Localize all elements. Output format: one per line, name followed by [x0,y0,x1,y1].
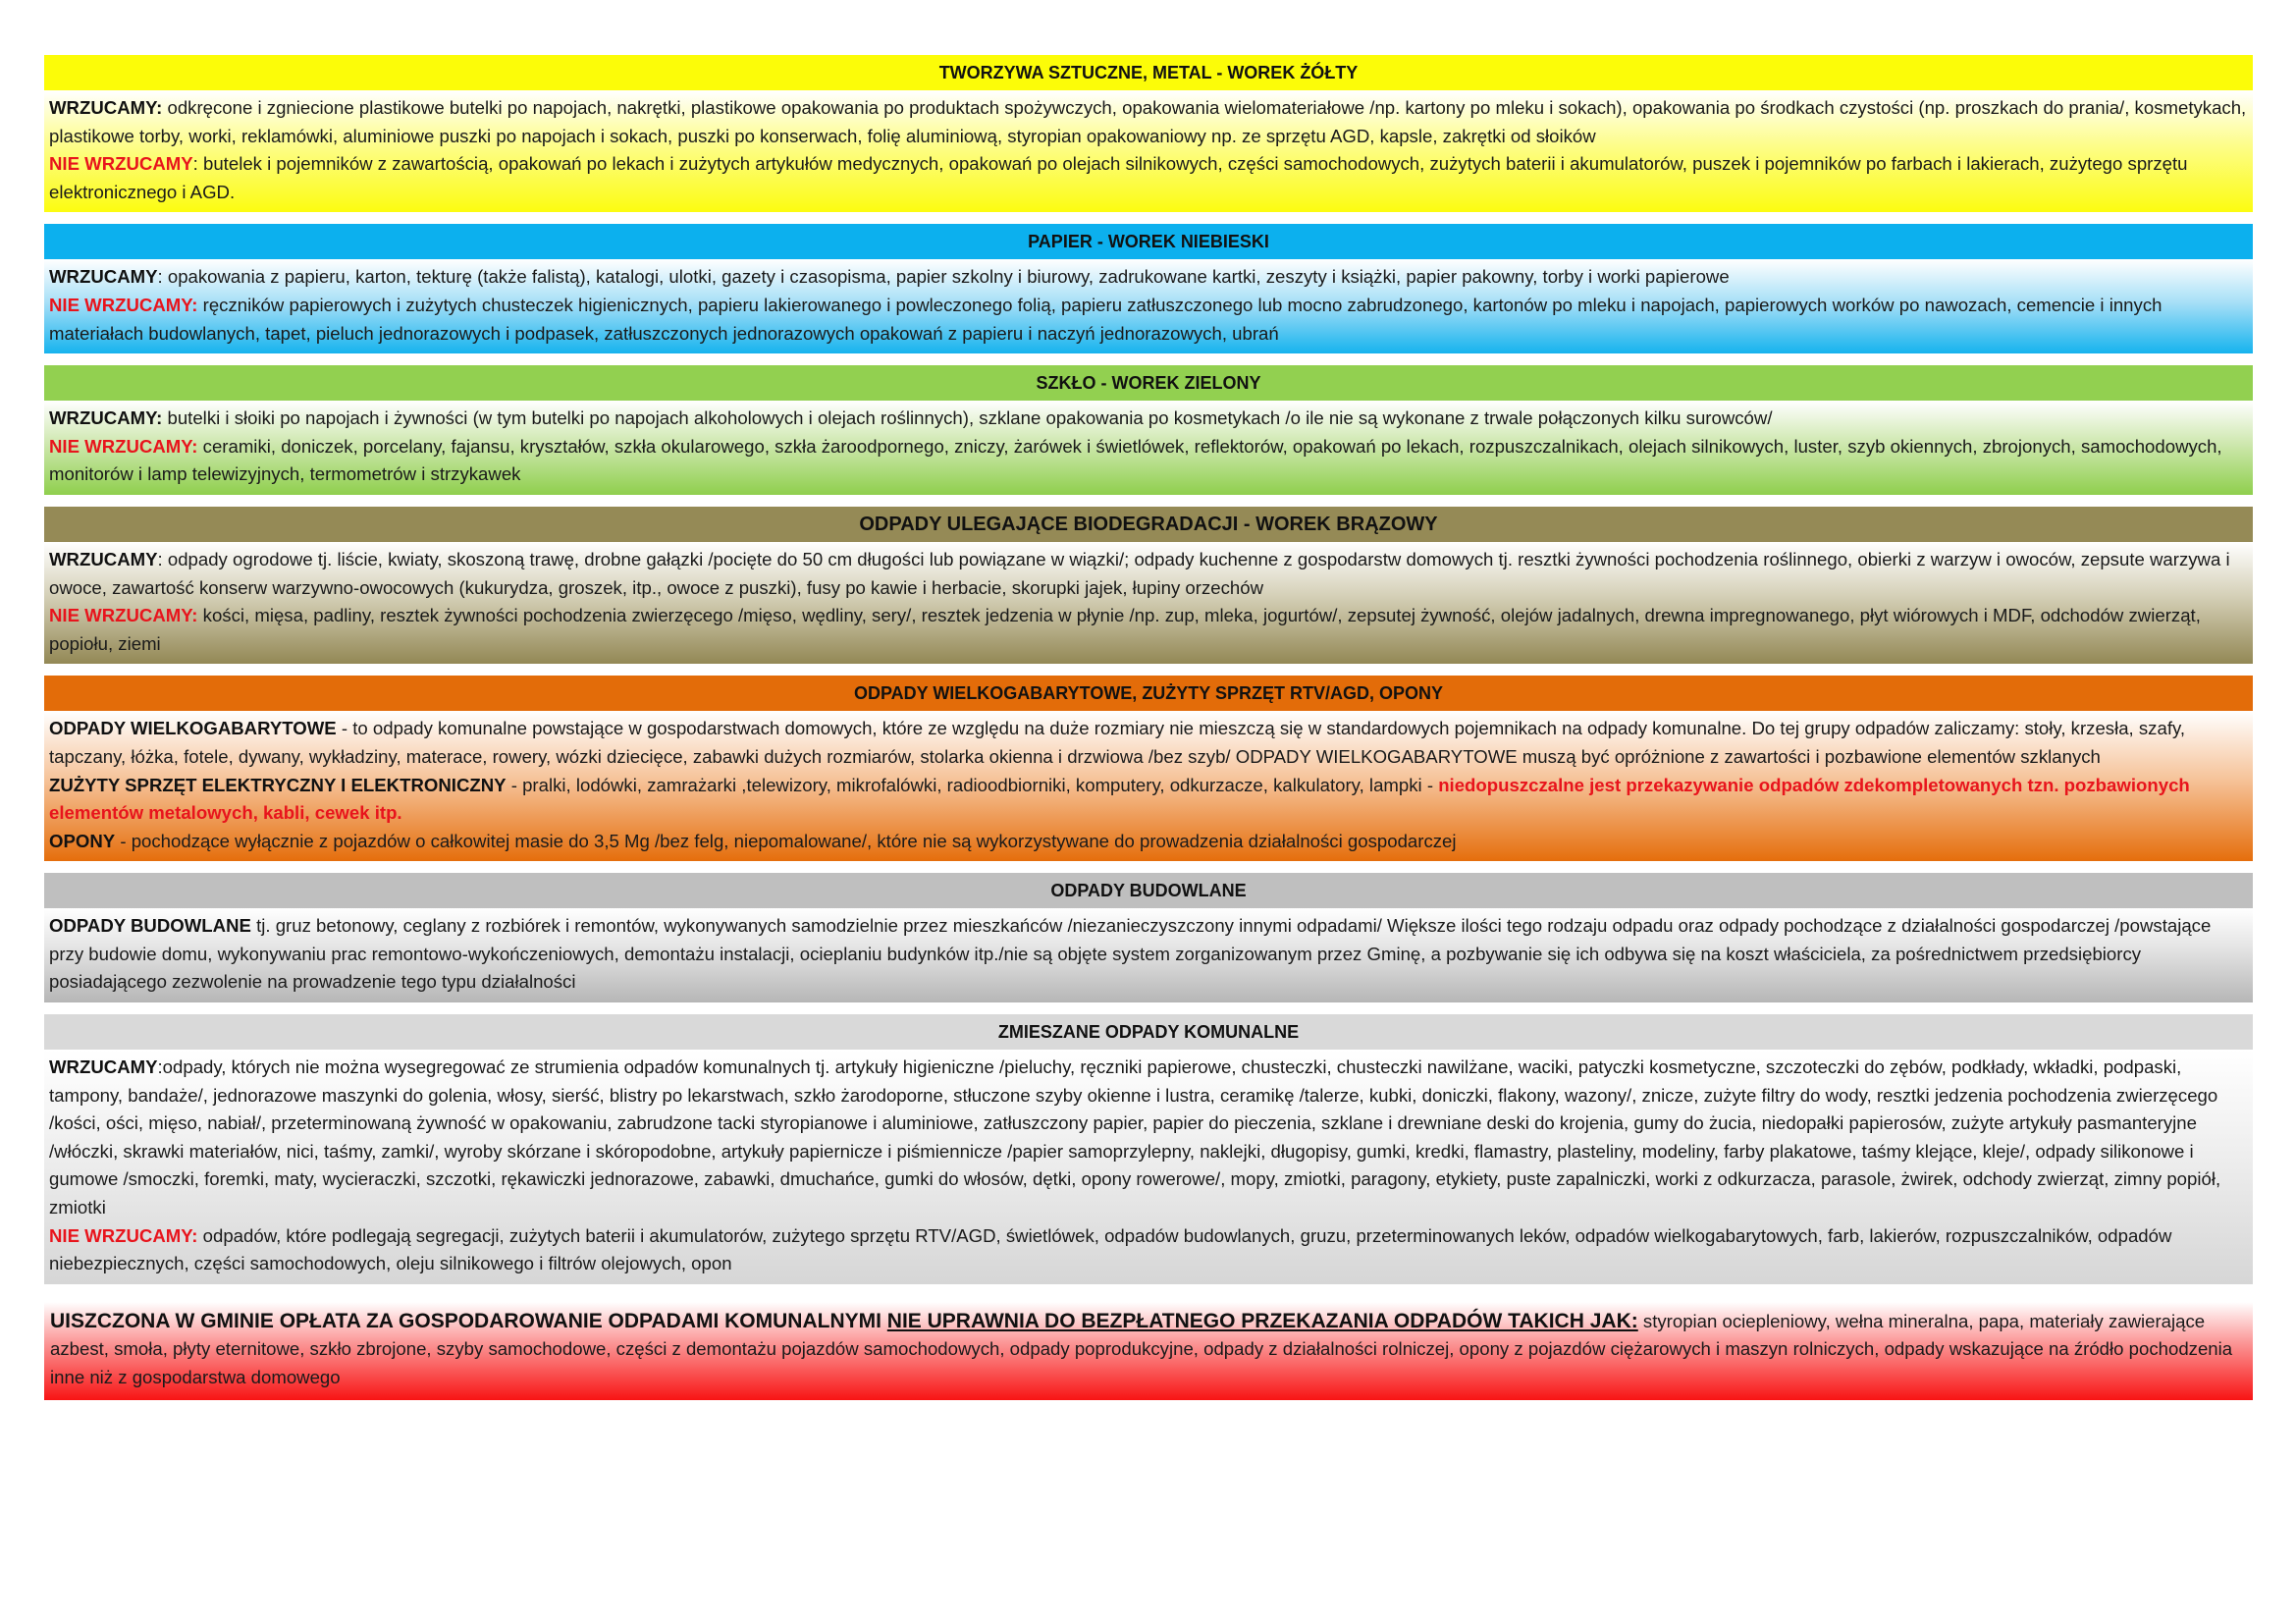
section-header: TWORZYWA SZTUCZNE, METAL - WOREK ŻÓŁTY [44,55,2253,90]
rejected-text: kości, mięsa, padliny, resztek żywności pochodzenia zwierzęcego /mięso, wędliny, sery/, resztek jedzenia w płynie /np. zup, mleka, jogurtów/, zepsutej żywność, olejów jadalnych, drewna impregnowanego, płyt wiórowych i MDF, odchodów zwierząt, popiołu, ziemi [49,605,2201,654]
accepted-label: WRZUCAMY [49,1056,158,1078]
section-body [44,711,2253,861]
section-body [44,259,2253,353]
fee-notice [44,1302,2253,1400]
section-header: ODPADY BUDOWLANE [44,873,2253,908]
tyres-label: OPONY [49,830,116,851]
accepted-paragraph [49,405,2248,433]
rejected-text: ręczników papierowych i zużytych chusteczek higienicznych, papieru lakierowanego i powleczonego folią, papieru zatłuszczonego lub mocno zabrudzonego, kartonów po mleku i napojach, papierowych worków po nawozach, cemencie i innych materiałach budowlanych, tapet, pieluch jednorazowych i podpasek, zatłuszczonych jednorazowych opakowań z papieru i naczyń jednorazowych, ubrań [49,294,2163,344]
section-header: SZKŁO - WOREK ZIELONY [44,365,2253,401]
accepted-paragraph [49,94,2248,150]
construction-text: tj. gruz betonowy, ceglany z rozbiórek i remontów, wykonywanych samodzielnie przez mieszkańców /niezanieczyszczony innymi odpadami/ Większe ilości tego rodzaju odpadu oraz odpady pochodzące z działalności gospodarczej /powstające przy budowie domu, wykonywaniu prac remontowo-wykończeniowych, demontażu instalacji, ocieplaniu budynków itp./nie są objęte system zorganizowanym przez Gminę, a pozbywanie się ich odbywa się na koszt właściciela, za pośrednictwem przedsiębiorcy posiadającego zezwolenie na prowadzenie tego typu działalności [49,915,2212,993]
accepted-text: :odpady, których nie można wysegregować ze strumienia odpadów komunalnych tj. artykuły higieniczne /pieluchy, ręczniki papierowe, chusteczki, chusteczki nawilżane, waciki, patyczki kosmetyczne, szczoteczki do zębów, podkłady, wkładki, podpaski, tampony, bandaże/, jednorazowe maszynki do golenia, włosy, sierść, blistry po lekarstwach, szkło żarodoporne, stłuczone szyby okienne i lustra, ceramikę /talerze, kubki, doniczki, flakony, wazony/, znicze, zużyte filtry do wody, resztki jedzenia pochodzenia zwierzęcego /kości, ości, mięso, nabiał/, przeterminowaną żywność w opakowaniu, zabrudzone tacki styropianowe i aluminiowe, zatłuszczony papier, papier do pieczenia, szklane i drewniane deski do krojenia, gumy do żucia, niedopałki papierosów, zużyte artykuły pasmanteryjne /włóczki, skrawki materiałów, nici, taśmy, zamki/, wyroby skórzane i skóropodobne, artykuły papiernicze i piśmiennicze /papier samoprzylepny, naklejki, długopisy, gumki, kredki, flamastry, plasteliny, modeliny, farby plakatowe, taśmy klejące, kleje/, odpady silikonowe i gumowe /smoczki, foremki, maty, wycieraczki, szczotki, rękawiczki jednorazowe, zabawki, dmuchańce, gumki do włosów, dętki, opony rowerowe/, mopy, zmiotki, paragony, etykiety, puste zapalniczki, worki z odkurzacza, parasole, żwirek, odchody zwierząt, zimny popiół, zmiotki [49,1056,2221,1218]
rejected-paragraph [49,292,2248,348]
section-glass [44,365,2253,495]
accepted-text: butelki i słoiki po napojach i żywności (w tym butelki po napojach alkoholowych i olejach roślinnych), szklane opakowania po kosmetykach /o ile nie są wykonane z trwale połączonych kilku surowców/ [162,407,1773,429]
rejected-text: ceramiki, doniczek, porcelany, fajansu, kryształów, szkła okularowego, szkła żaroodpornego, zniczy, żarówek i świetlówek, reflektorów, opakowań po lekach, rozpuszczalnikach, olejach silnikowych, luster, szyb okiennych, zbrojonych, samochodowych, monitorów i lamp telewizyjnych, termometrów i strzykawek [49,435,2222,485]
rejected-text: : butelek i pojemników z zawartością, opakowań po lekach i zużytych artykułów medycznych, opakowań po olejach silnikowych, części samochodowych, zużytych baterii i akumulatorów, puszek i pojemników po farbach i lakierach, zużytego sprzętu elektronicznego i AGD. [49,153,2188,202]
notice-lead-underlined: NIE UPRAWNIA DO BEZPŁATNEGO PRZEKAZANIA ODPADÓW TAKICH JAK: [886,1309,1638,1332]
section-header: PAPIER - WOREK NIEBIESKI [44,224,2253,259]
section-header: ODPADY WIELKOGABARYTOWE, ZUŻYTY SPRZĘT RTV/AGD, OPONY [44,676,2253,711]
accepted-text: odkręcone i zgniecione plastikowe butelki po napojach, nakrętki, plastikowe opakowania po produktach spożywczych, opakowania wielomateriałowe /np. kartony po mleku i sokach), opakowania po środkach czystości (np. proszkach do prania/, kosmetykach, plastikowe torby, worki, reklamówki, aluminiowe puszki po napojach i sokach, puszki po konserwach, folię aluminiową, styropian opakowaniowy np. ze sprzętu AGD, kapsle, zakrętki od słoików [49,97,2247,146]
rejected-label: NIE WRZUCAMY [49,153,193,175]
section-construction [44,873,2253,1002]
notice-lead: UISZCZONA W GMINIE OPŁATA ZA GOSPODAROWANIE ODPADAMI KOMUNALNYMI [50,1309,887,1332]
notice-text: styropian ociepleniowy, wełna mineralna, papa, materiały zawierające azbest, smoła, płyty eternitowe, szkło zbrojone, szyby samochodowe, części z demontażu pojazdów samochodowych, odpady poprodukcyjne, odpady z działalności rolniczej, opony z pojazdów ciężarowych i maszyn rolniczych, odpady wskazujące na źródło pochodzenia inne niż z gospodarstwa domowego [50,1310,2233,1387]
electronics-label: ZUŻYTY SPRZĘT ELEKTRYCZNY I ELEKTRONICZNY [49,774,507,795]
waste-sorting-sheet [44,55,2253,1400]
section-body [44,90,2253,212]
accepted-text: : opakowania z papieru, karton, tekturę (także falistą), katalogi, ulotki, gazety i czasopisma, papier szkolny i biurowy, zadrukowane kartki, zeszyty i książki, papier pakowny, torby i worki papierowe [157,266,1730,288]
accepted-text: : odpady ogrodowe tj. liście, kwiaty, skoszoną trawę, drobne gałązki /pocięte do 50 cm długości lub powiązane w wiązki/; odpady kuchenne z gospodarstw domowych tj. resztki żywności pochodzenia roślinnego, obierki z warzyw i owoców, zepsute warzywa i owoce, zawartość konserw warzywno-owocowych (kukurydza, groszek, itp., owoce z puszki), fusy po kawie i herbacie, skorupki jajek, łupiny orzechów [49,548,2230,598]
rejected-paragraph [49,433,2248,489]
electronics-text: - pralki, lodówki, zamrażarki ,telewizory, mikrofalówki, radioodbiorniki, komputery, odkurzacze, kalkulatory, lampki - [506,774,1439,795]
bulky-paragraph [49,715,2248,771]
bulky-label: ODPADY WIELKOGABARYTOWE [49,718,337,739]
section-header: ODPADY ULEGAJĄCE BIODEGRADACJI - WOREK BRĄZOWY [44,507,2253,542]
section-body [44,401,2253,495]
construction-label: ODPADY BUDOWLANE [49,915,251,937]
accepted-label: WRZUCAMY: [49,407,163,429]
rejected-paragraph [49,1222,2248,1278]
section-mixed-waste [44,1014,2253,1284]
section-header: ZMIESZANE ODPADY KOMUNALNE [44,1014,2253,1050]
rejected-paragraph [49,150,2248,206]
rejected-label: NIE WRZUCAMY: [49,1224,198,1246]
rejected-text: odpadów, które podlegają segregacji, zużytych baterii i akumulatorów, zużytego sprzętu RTV/AGD, świetlówek, odpadów budowlanych, gruzu, przeterminowanych leków, odpadów wielkogabarytowych, farb, lakierów, rozpuszczalników, odpadów niebezpiecznych, części samochodowych, oleju silnikowego i filtrów olejowych, opon [49,1224,2172,1274]
accepted-label: WRZUCAMY: [49,97,163,118]
tyres-text: - pochodzące wyłącznie z pojazdów o całkowitej masie do 3,5 Mg /bez felg, niepomalowane/, które nie są wykorzystywane do prowadzenia działalności gospodarczej [115,830,1457,851]
tyres-paragraph [49,828,2248,856]
section-plastics-metal [44,55,2253,212]
construction-paragraph [49,912,2248,997]
accepted-label: WRZUCAMY [49,548,158,569]
accepted-paragraph [49,1054,2248,1222]
accepted-paragraph [49,546,2248,602]
section-body [44,542,2253,664]
accepted-label: WRZUCAMY [49,266,158,288]
rejected-paragraph [49,602,2248,658]
section-paper [44,224,2253,353]
section-bulky-electronics-tyres [44,676,2253,861]
electronics-warning: niedopuszczalne jest przekazywanie odpadów zdekompletowanych tzn. pozbawionych elementów metalowych, kabli, cewek itp. [49,774,2190,824]
bulky-text: - to odpady komunalne powstające w gospodarstwach domowych, które ze względu na duże rozmiary nie mieszczą się w standardowych pojemnikach na odpady komunalne. Do tej grupy odpadów zaliczamy: stoły, krzesła, szafy, tapczany, łóżka, fotele, dywany, wykładziny, materace, rowery, wózki dziecięce, zabawki dużych rozmiarów, stolarka okienna i drzwiowa /bez szyb/ ODPADY WIELKOGABARYTOWE muszą być opróżnione z zawartości i pozbawione elementów szklanych [49,718,2186,767]
section-body [44,908,2253,1002]
rejected-label: NIE WRZUCAMY: [49,435,198,457]
rejected-label: NIE WRZUCAMY: [49,605,198,626]
section-biodegradable [44,507,2253,664]
electronics-paragraph [49,772,2248,828]
section-body [44,1050,2253,1284]
rejected-label: NIE WRZUCAMY: [49,294,198,315]
accepted-paragraph [49,263,2248,292]
